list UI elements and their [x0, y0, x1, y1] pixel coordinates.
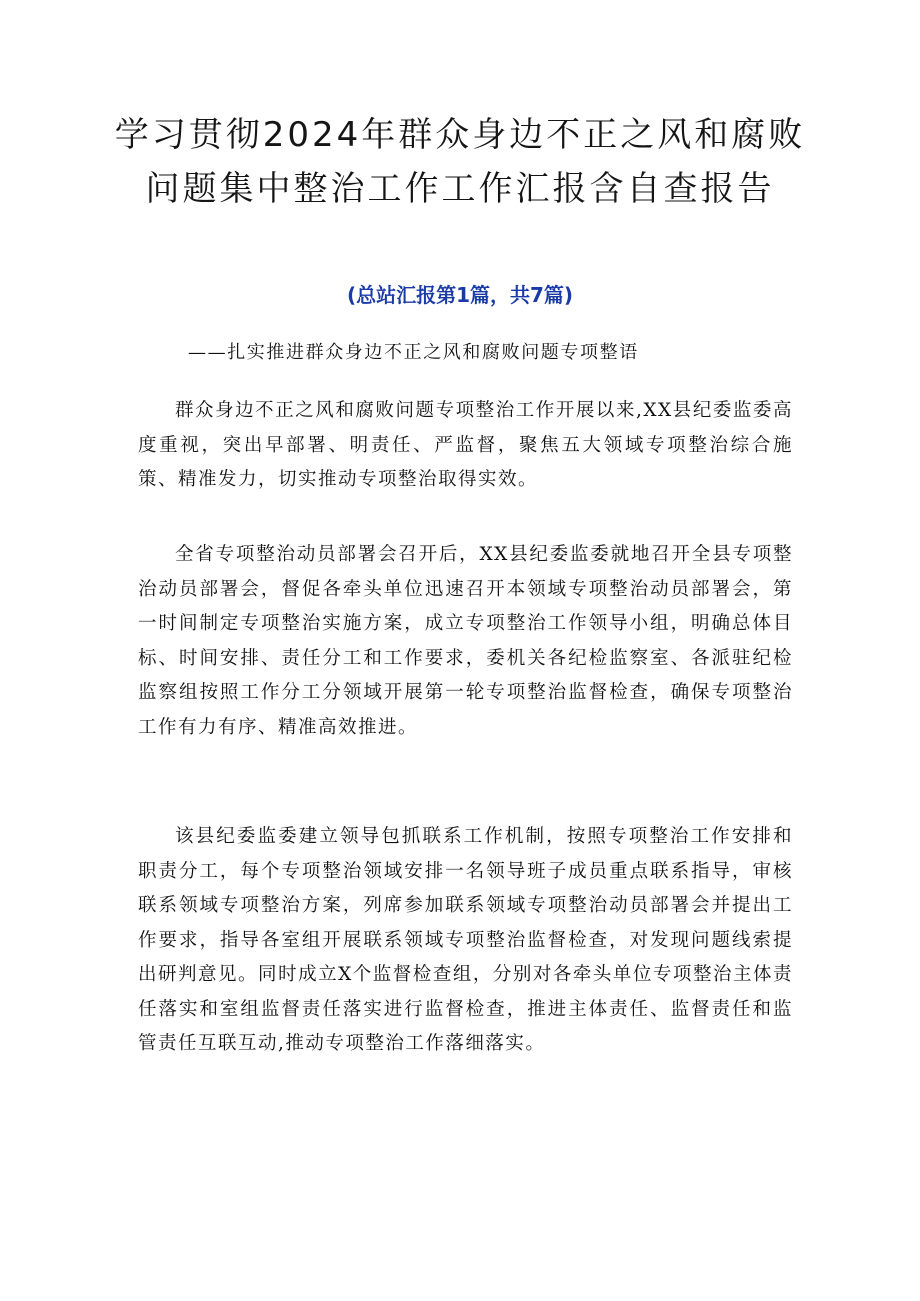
title-line-1: 学习贯彻2024年群众身边不正之风和腐败 [114, 115, 806, 155]
body-paragraph-1: 群众身边不正之风和腐败问题专项整治工作开展以来,XX县纪委监委高度重视，突出早部署、明责任、严监督，聚焦五大领域专项整治综合施策、精准发力，切实推动专项整治取得实效。 [138, 400, 793, 490]
document-title [60, 108, 860, 216]
document-tagline: ——扎实推进群众身边不正之风和腐败问题专项整语 [188, 342, 639, 363]
title-line-2: 问题集中整治工作工作汇报含自查报告 [145, 169, 775, 209]
document-subtitle: (总站汇报第1篇，共7篇) [346, 283, 574, 307]
body-paragraph-3: 该县纪委监委建立领导包抓联系工作机制，按照专项整治工作安排和职责分工，每个专项整治领域安排一名领导班子成员重点联系指导，审核联系领域专项整治方案，列席参加联系领域专项整治动员部署会并提出工作要求，指导各室组开展联系领域专项整治监督检查，对发现问题线索提出研判意见。同时成立X个监督检查组，分别对各牵头单位专项整治主体责任落实和室组监督责任落实进行监督检查，推进主体责任、监督责任和监管责任互联互动,推动专项整治工作落细落实。 [138, 826, 793, 1054]
body-paragraph-2: 全省专项整治动员部署会召开后，XX县纪委监委就地召开全县专项整治动员部署会，督促各牵头单位迅速召开本领域专项整治动员部署会，第一时间制定专项整治实施方案，成立专项整治工作领导小组，明确总体目标、时间安排、责任分工和工作要求，委机关各纪检监察室、各派驻纪检监察组按照工作分工分领域开展第一轮专项整治监督检查，确保专项整治工作有力有序、精准高效推进。 [138, 544, 793, 738]
